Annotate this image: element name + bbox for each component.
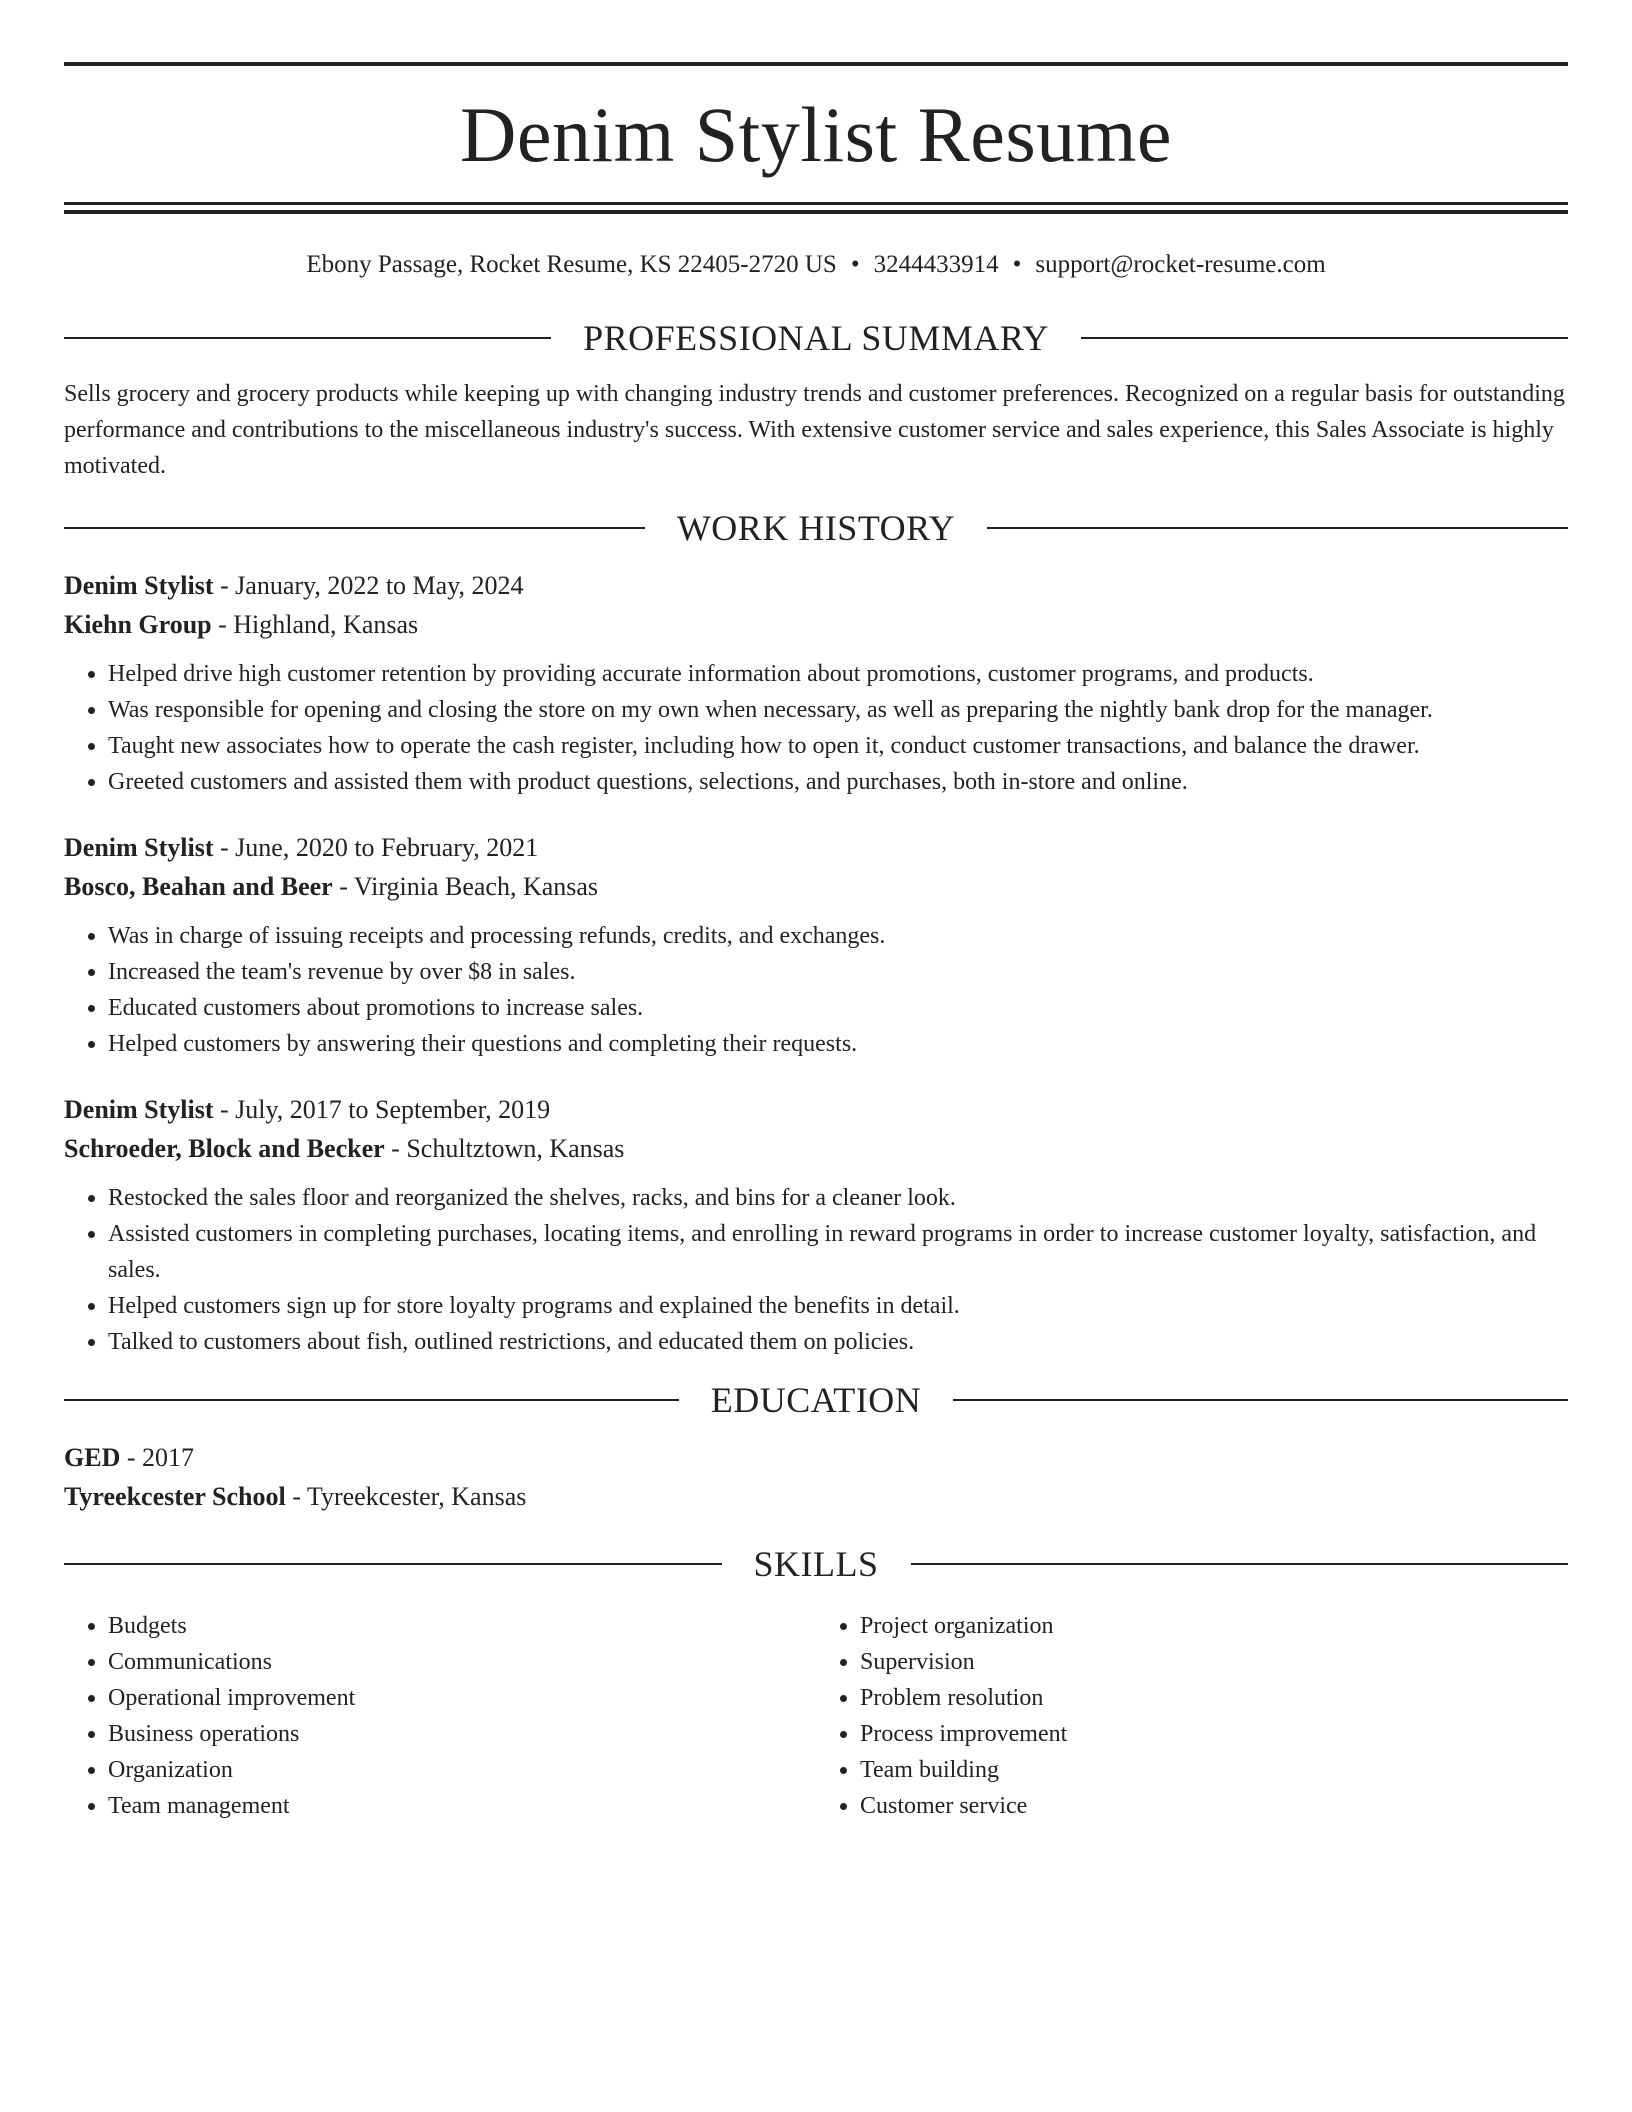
job-title: Denim Stylist bbox=[64, 833, 214, 862]
skill-item: • Process improvement bbox=[860, 1716, 1568, 1752]
job-company: Schroeder, Block and Becker bbox=[64, 1134, 385, 1163]
job-bullet: • Assisted customers in completing purchases, locating items, and enrolling in reward programs in order to increase customer loyalty, satisfaction, and sales. bbox=[108, 1216, 1568, 1288]
skill-item: • Supervision bbox=[860, 1644, 1568, 1680]
job-bullet: • Helped customers sign up for store loyalty programs and explained the benefits in detail. bbox=[108, 1288, 1568, 1324]
section-header-work-history bbox=[64, 510, 1568, 546]
job-company: Kiehn Group bbox=[64, 610, 212, 639]
skill-item: • Team building bbox=[860, 1752, 1568, 1788]
section-rule-right bbox=[911, 1563, 1569, 1565]
job-title-line bbox=[64, 1090, 1568, 1129]
job-title: Denim Stylist bbox=[64, 571, 214, 600]
skill-item: • Customer service bbox=[860, 1788, 1568, 1824]
job-bullet: • Increased the team's revenue by over $8 in sales. bbox=[108, 954, 1568, 990]
job-bullets bbox=[64, 1180, 1568, 1360]
skills-list-left bbox=[64, 1608, 816, 1824]
summary-text: Sells grocery and grocery products while keeping up with changing industry trends and customer preferences. Recognized on a regular basis for outstanding performance and contributions to the miscellaneous industry's success. With extensive customer service and sales experience, this Sales Associate is highly motivated. bbox=[64, 381, 1565, 479]
job-dates: - July, 2017 to September, 2019 bbox=[213, 1095, 551, 1124]
contact-address: Ebony Passage, Rocket Resume, KS 22405-2720 US bbox=[306, 251, 837, 278]
job-bullet: • Taught new associates how to operate the cash register, including how to open it, conduct customer transactions, and balance the drawer. bbox=[108, 728, 1568, 764]
skill-item: • Project organization bbox=[860, 1608, 1568, 1644]
skill-item: • Budgets bbox=[108, 1608, 816, 1644]
skill-item: • Problem resolution bbox=[860, 1680, 1568, 1716]
section-rule-right bbox=[953, 1399, 1568, 1401]
job-entry bbox=[64, 828, 1568, 1062]
section-title-education: EDUCATION bbox=[710, 1380, 922, 1420]
section-header-education bbox=[64, 1382, 1568, 1418]
job-title: Denim Stylist bbox=[64, 1095, 214, 1124]
skills-columns bbox=[64, 1602, 1568, 1824]
education-location: - Tyreekcester, Kansas bbox=[285, 1482, 527, 1511]
section-rule-left bbox=[64, 527, 645, 529]
job-bullet: • Was responsible for opening and closing the store on my own when necessary, as well as preparing the nightly bank drop for the manager. bbox=[108, 692, 1568, 728]
education-degree-line bbox=[64, 1438, 1568, 1477]
contact-separator: • bbox=[850, 251, 860, 278]
education-school: Tyreekcester School bbox=[64, 1482, 286, 1511]
job-location: - Schultztown, Kansas bbox=[384, 1134, 625, 1163]
job-location: - Virginia Beach, Kansas bbox=[332, 872, 599, 901]
section-rule-left bbox=[64, 1563, 722, 1565]
job-title-line bbox=[64, 566, 1568, 605]
section-title-work-history: WORK HISTORY bbox=[676, 508, 956, 548]
resume-title: Denim Stylist Resume bbox=[460, 91, 1172, 178]
job-company: Bosco, Beahan and Beer bbox=[64, 872, 333, 901]
job-location: - Highland, Kansas bbox=[211, 610, 419, 639]
job-bullet: • Talked to customers about fish, outlined restrictions, and educated them on policies. bbox=[108, 1324, 1568, 1360]
section-rule-right bbox=[1081, 337, 1568, 339]
contact-email: support@rocket-resume.com bbox=[1035, 251, 1326, 278]
section-rule-right bbox=[987, 527, 1568, 529]
job-entry bbox=[64, 1090, 1568, 1360]
job-dates: - June, 2020 to February, 2021 bbox=[213, 833, 539, 862]
job-title-line bbox=[64, 828, 1568, 867]
skill-item: • Business operations bbox=[108, 1716, 816, 1752]
top-rule bbox=[64, 62, 1568, 66]
contact-phone: 3244433914 bbox=[873, 251, 999, 278]
section-rule-left bbox=[64, 337, 551, 339]
job-dates: - January, 2022 to May, 2024 bbox=[213, 571, 524, 600]
education-school-line bbox=[64, 1477, 1568, 1516]
education-degree: GED bbox=[64, 1443, 121, 1472]
section-rule-left bbox=[64, 1399, 679, 1401]
skill-item: • Organization bbox=[108, 1752, 816, 1788]
section-title-skills: SKILLS bbox=[753, 1544, 879, 1584]
job-company-line bbox=[64, 1129, 1568, 1168]
job-bullet: • Greeted customers and assisted them with product questions, selections, and purchases, both in-store and online. bbox=[108, 764, 1568, 800]
job-entry bbox=[64, 566, 1568, 800]
skill-item: • Operational improvement bbox=[108, 1680, 816, 1716]
section-header-skills bbox=[64, 1546, 1568, 1582]
skills-list-right bbox=[816, 1608, 1568, 1824]
contact-line bbox=[64, 250, 1568, 280]
job-bullets bbox=[64, 918, 1568, 1062]
section-title-summary: PROFESSIONAL SUMMARY bbox=[583, 318, 1049, 358]
job-company-line bbox=[64, 605, 1568, 644]
job-bullet: • Was in charge of issuing receipts and processing refunds, credits, and exchanges. bbox=[108, 918, 1568, 954]
skill-item: • Communications bbox=[108, 1644, 816, 1680]
job-company-line bbox=[64, 867, 1568, 906]
job-bullet: • Restocked the sales floor and reorganized the shelves, racks, and bins for a cleaner look. bbox=[108, 1180, 1568, 1216]
contact-separator: • bbox=[1012, 251, 1022, 278]
job-bullet: • Helped drive high customer retention by providing accurate information about promotions, customer programs, and products. bbox=[108, 656, 1568, 692]
title-double-rule bbox=[64, 202, 1568, 214]
skill-item: • Team management bbox=[108, 1788, 816, 1824]
job-bullet: • Helped customers by answering their questions and completing their requests. bbox=[108, 1026, 1568, 1062]
section-header-summary bbox=[64, 320, 1568, 356]
education-year: - 2017 bbox=[120, 1443, 195, 1472]
job-bullet: • Educated customers about promotions to increase sales. bbox=[108, 990, 1568, 1026]
job-bullets bbox=[64, 656, 1568, 800]
